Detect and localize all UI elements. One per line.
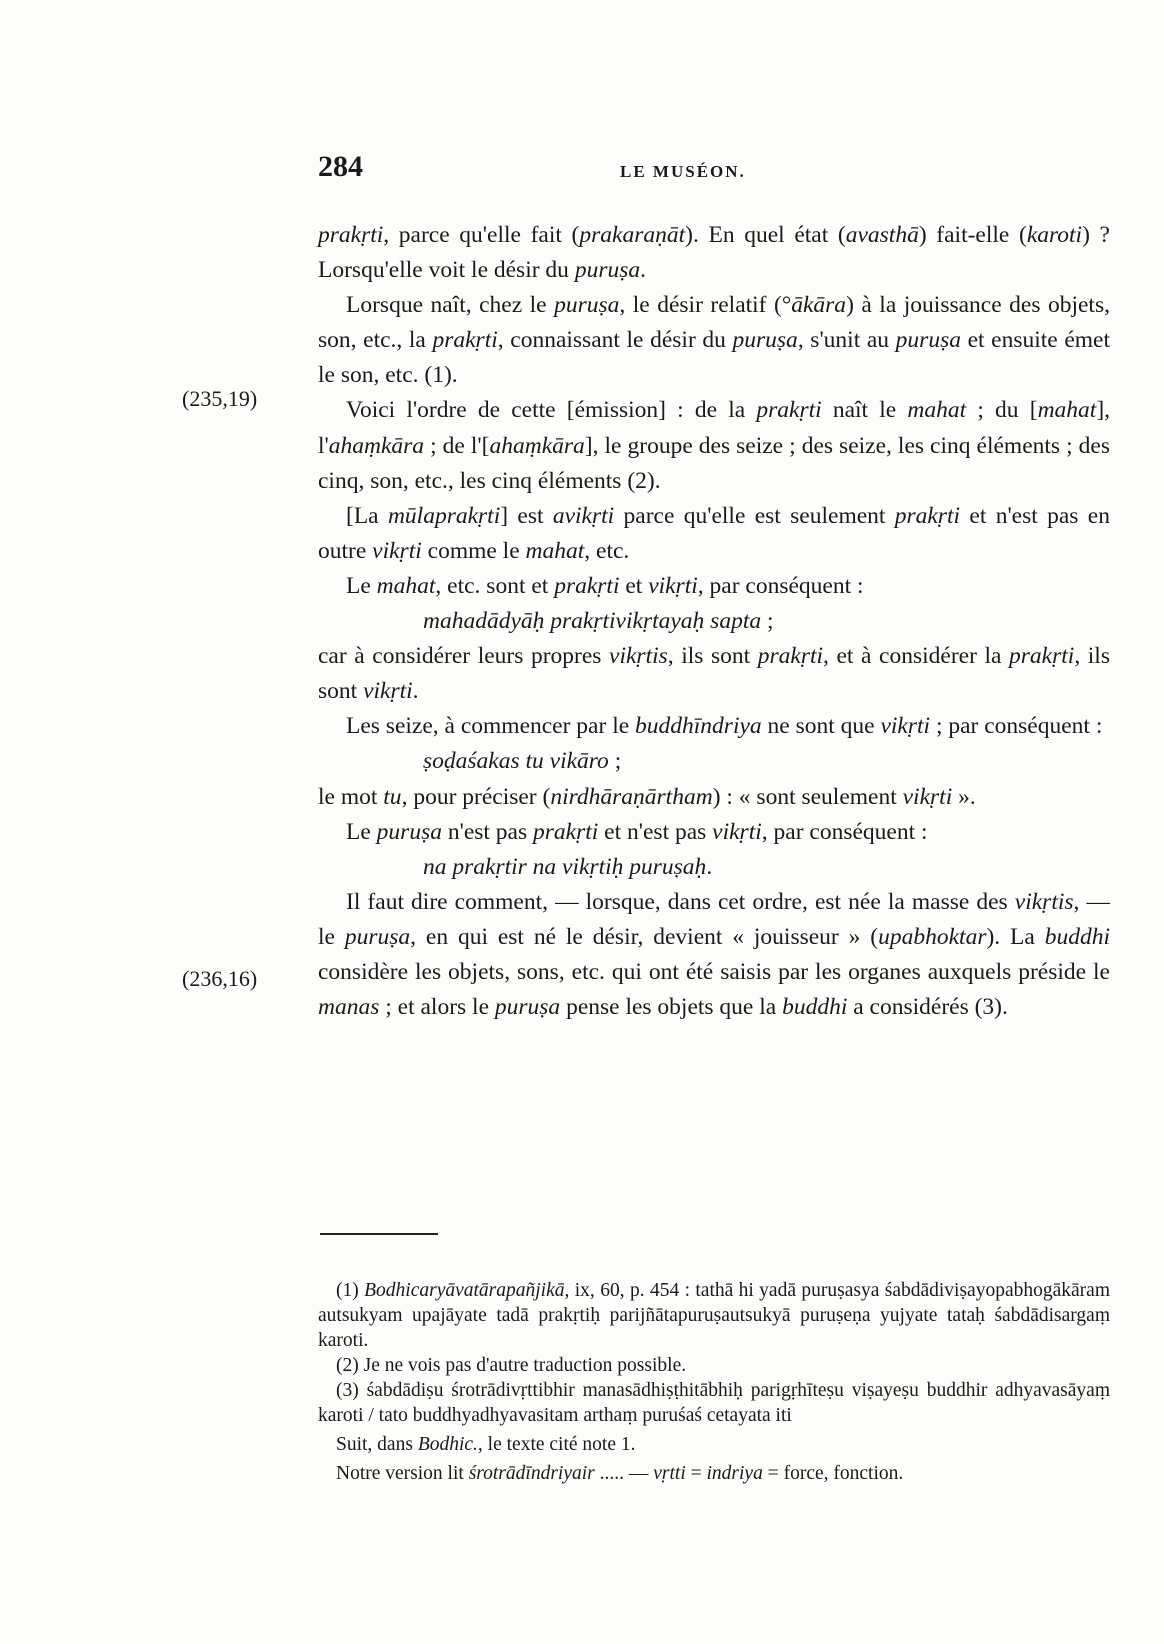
running-title: LE MUSÉON. (620, 162, 746, 181)
footnote: (2) Je ne vois pas d'autre traduction possible. (336, 1355, 687, 1376)
paragraph: Les seize, à commencer par le buddhīndriya ne sont que vikṛti ; par conséquent : (346, 713, 1103, 740)
page-header (318, 150, 1108, 190)
paragraph: prakṛti, parce qu'elle fait (prakaraṇāt). En quel état (avasthā) fait-elle (karoti) ? Lorsqu'elle voit le désir du puruṣa. (318, 222, 1110, 284)
footnotes (318, 1278, 1110, 1486)
verse-quote: ṣoḍaśakas tu vikāro ; (423, 748, 622, 775)
footnote-continuation: Notre version lit śrotrādīndriyair ..... — vṛtti = indriya = force, fonction. (336, 1463, 904, 1484)
paragraph: Il faut dire comment, — lorsque, dans cet ordre, est née la masse des vikṛtis, — le puruṣa, en qui est né le désir, devient « jouisseur » (upabhoktar). La buddhi considère les objets, sons, etc. qui ont été saisis par les organes auxquels préside le manas ; et alors le puruṣa pense les objets que la buddhi a considérés (3). (318, 888, 1110, 1021)
paragraph: Voici l'ordre de cette [émission] : de la prakṛti naît le mahat ; du [mahat], l'ahaṃkāra ; de l'[ahaṃkāra], le groupe des seize ; des seize, les cinq éléments ; des cinq, son, etc., les cinq éléments (2). (318, 397, 1111, 494)
page-number: 284 (318, 150, 363, 183)
footnote: (1) Bodhicaryāvatārapañjikā, ix, 60, p. 454 : tathā hi yadā puruṣasya śabdādiviṣayopabhogākāram autsukyam upajāyate tadā prakṛtiḥ parijñātapuruṣautsukyā puruṣeṇa yujyate tataḥ śabdādisargaṃ karoti. (318, 1280, 1110, 1351)
main-text (318, 218, 1110, 1025)
margin-reference: (235,19) (182, 386, 258, 411)
margin-reference: (236,16) (182, 966, 258, 991)
paragraph: [La mūlaprakṛti] est avikṛti parce qu'elle est seulement prakṛti et n'est pas en outre vikṛti comme le mahat, etc. (318, 502, 1110, 564)
footnote-divider (320, 1233, 438, 1235)
footnote-continuation: Suit, dans Bodhic., le texte cité note 1. (336, 1434, 636, 1455)
paragraph: le mot tu, pour préciser (nirdhāraṇārtham) : « sont seulement vikṛti ». (318, 783, 976, 810)
paragraph: Lorsque naît, chez le puruṣa, le désir relatif (°ākāra) à la jouissance des objets, son, etc., la prakṛti, connaissant le désir du puruṣa, s'unit au puruṣa et ensuite émet le son, etc. (1). (318, 292, 1111, 389)
paragraph: Le puruṣa n'est pas prakṛti et n'est pas vikṛti, par conséquent : (346, 818, 928, 845)
footnote: (3) śabdādiṣu śrotrādivṛttibhir manasādhiṣṭhitābhiḥ parigṛhīteṣu viṣayeṣu buddhir adhyavasāyaṃ karoti / tato buddhyadhyavasitam arthaṃ puruśaś cetayata iti (318, 1380, 1110, 1426)
paragraph: Le mahat, etc. sont et prakṛti et vikṛti, par conséquent : (346, 572, 864, 599)
verse-quote: na prakṛtir na vikṛtiḥ puruṣaḥ. (423, 853, 713, 880)
paragraph: car à considérer leurs propres vikṛtis, ils sont prakṛti, et à considérer la prakṛti, ils sont vikṛti. (318, 643, 1110, 705)
verse-quote: mahadādyāḥ prakṛtivikṛtayaḥ sapta ; (423, 608, 774, 635)
